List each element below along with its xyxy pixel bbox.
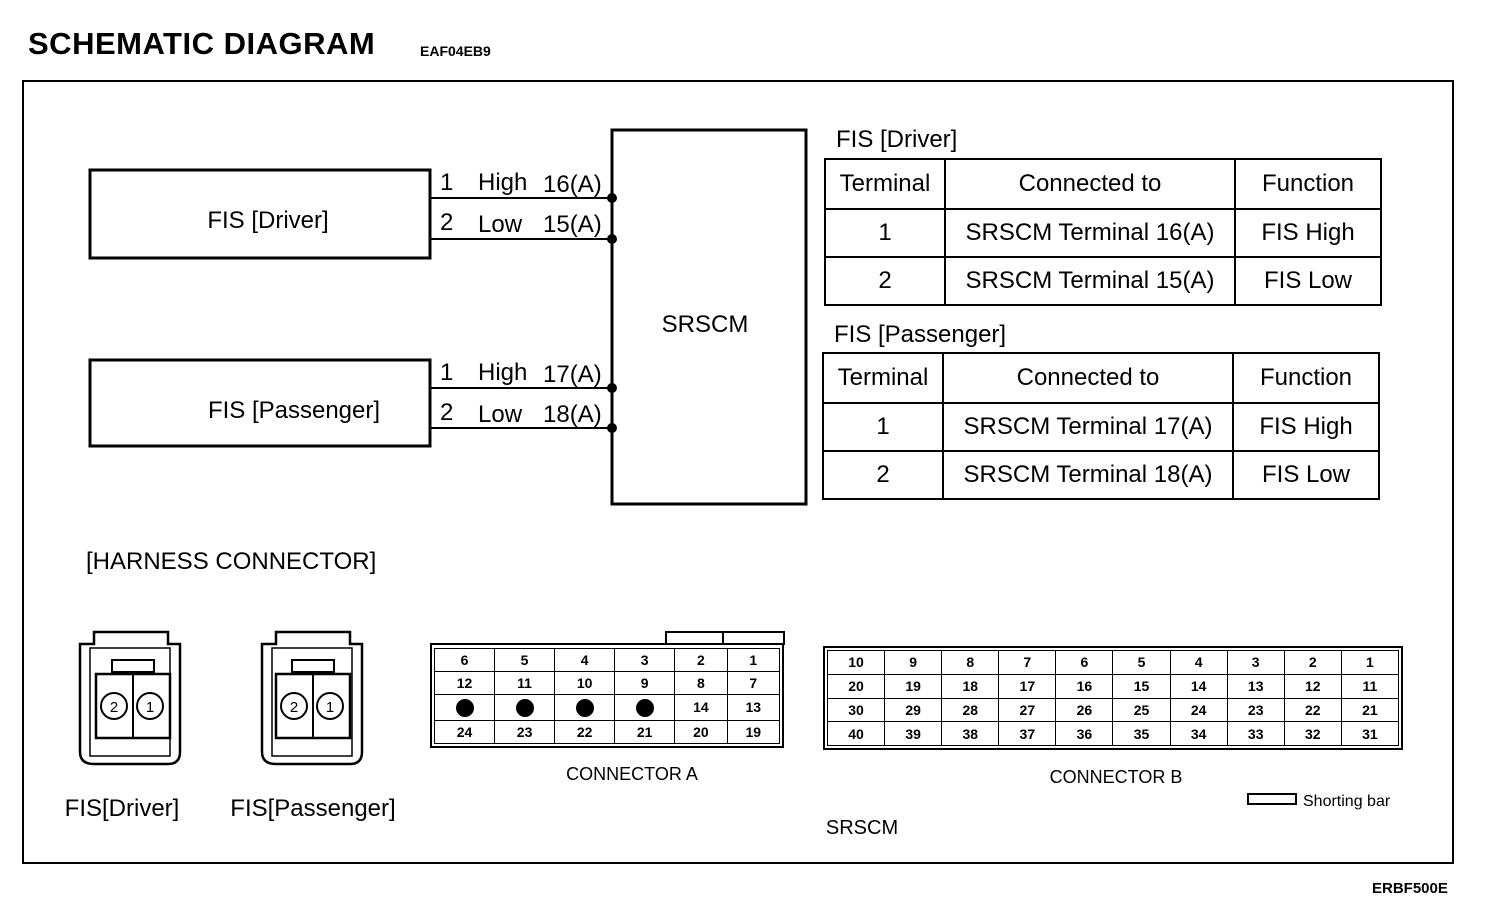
table-row	[825, 257, 1381, 305]
pin-row	[435, 694, 780, 720]
connector_b-pin: 1	[1341, 651, 1398, 675]
table-header: Function	[1235, 159, 1381, 209]
junction-dot	[607, 193, 617, 203]
connector_b-pin: 7	[999, 651, 1056, 675]
connector_a-pin: 10	[555, 671, 615, 694]
table-row	[825, 209, 1381, 257]
connector_a-pin: 22	[555, 721, 615, 744]
table-row	[823, 403, 1379, 451]
figure-code: ERBF500E	[1372, 880, 1448, 897]
document-code: EAF04EB9	[420, 43, 491, 59]
wire-signal: Low	[478, 211, 523, 238]
wire-terminal: 18(A)	[543, 401, 602, 428]
connector_a-pin: 4	[555, 649, 615, 672]
table-cell: 2	[825, 257, 945, 305]
connector_b-pin: 9	[885, 651, 942, 675]
connector_a-pin: 24	[435, 721, 495, 744]
fis-pin-label: 1	[145, 699, 155, 716]
fis-driver-box-label: FIS [Driver]	[207, 207, 329, 234]
connector-b-label: CONNECTOR B	[1049, 767, 1183, 787]
connector_b-pin: 36	[1056, 722, 1113, 746]
wire-signal: Low	[478, 401, 523, 428]
wire-pin: 2	[440, 209, 454, 236]
table-cell: SRSCM Terminal 16(A)	[945, 209, 1235, 257]
connector_b-pin: 30	[828, 698, 885, 722]
connector_a-pin	[495, 694, 555, 720]
pin-row	[828, 674, 1399, 698]
connector_a-pin: 8	[675, 671, 727, 694]
pin-row	[828, 722, 1399, 746]
connector-a-grid	[434, 648, 780, 744]
table-cell: 2	[823, 451, 943, 499]
table-cell: SRSCM Terminal 17(A)	[943, 403, 1233, 451]
connector_b-pin: 12	[1284, 674, 1341, 698]
connector_a-pin: 9	[615, 671, 675, 694]
table-header: Function	[1233, 353, 1379, 403]
connector_b-pin: 25	[1113, 698, 1170, 722]
table-cell: 1	[823, 403, 943, 451]
connector_b-pin: 8	[942, 651, 999, 675]
wire-signal: High	[478, 359, 528, 386]
table-row	[823, 451, 1379, 499]
pin-row	[828, 698, 1399, 722]
connector_b-pin: 22	[1284, 698, 1341, 722]
table-cell: FIS Low	[1233, 451, 1379, 499]
fis-pin-label: 2	[109, 699, 119, 716]
table-driver-title: FIS [Driver]	[836, 126, 958, 153]
pin-row	[435, 671, 780, 694]
connector_b-pin: 35	[1113, 722, 1170, 746]
table-cell: FIS High	[1233, 403, 1379, 451]
fis-passenger-connector	[262, 632, 362, 764]
wire-pin: 1	[440, 359, 454, 386]
connector_b-pin: 33	[1227, 722, 1284, 746]
table-cell: 1	[825, 209, 945, 257]
connector_b-pin: 11	[1341, 674, 1398, 698]
connector_b-pin: 26	[1056, 698, 1113, 722]
shorting-bar-icon	[1248, 794, 1296, 804]
wire-pin: 1	[440, 169, 454, 196]
connector_b-pin: 24	[1170, 698, 1227, 722]
table-header: Terminal	[823, 353, 943, 403]
connector_a-pin: 7	[727, 671, 779, 694]
fis-passenger-box-label: FIS [Passenger]	[207, 397, 381, 424]
page-title: SCHEMATIC DIAGRAM	[28, 26, 376, 61]
connector_b-pin: 6	[1056, 651, 1113, 675]
connector_b-pin: 28	[942, 698, 999, 722]
connector_b-pin: 27	[999, 698, 1056, 722]
connector_b-pin: 39	[885, 722, 942, 746]
connector_b-pin: 4	[1170, 651, 1227, 675]
connector_a-pin	[555, 694, 615, 720]
junction-dot	[607, 234, 617, 244]
wire-terminal: 15(A)	[543, 211, 602, 238]
junction-dot	[607, 423, 617, 433]
connector_a-pin	[615, 694, 675, 720]
srscm-connector-label: SRSCM	[825, 817, 899, 839]
connector_a-pin: 6	[435, 649, 495, 672]
connector_b-pin: 34	[1170, 722, 1227, 746]
connector_a-pin: 2	[675, 649, 727, 672]
connector-b-grid	[827, 650, 1399, 746]
connector_a-pin: 19	[727, 721, 779, 744]
pin-row	[435, 649, 780, 672]
unused-pin-dot-icon	[456, 699, 474, 717]
connector_b-pin: 21	[1341, 698, 1398, 722]
connector_b-pin: 15	[1113, 674, 1170, 698]
connector_b-pin: 20	[828, 674, 885, 698]
fis-passenger-connector-label: FIS[Passenger]	[230, 795, 396, 822]
connector_a-pin: 13	[727, 694, 779, 720]
connector-a-label: CONNECTOR A	[566, 764, 698, 784]
junction-dot	[607, 383, 617, 393]
connector_b-pin: 5	[1113, 651, 1170, 675]
table-passenger-title: FIS [Passenger]	[834, 321, 1007, 348]
connector_b-pin: 40	[828, 722, 885, 746]
connector_b-pin: 13	[1227, 674, 1284, 698]
connector_a-pin: 5	[495, 649, 555, 672]
unused-pin-dot-icon	[636, 699, 654, 717]
connector_b-pin: 32	[1284, 722, 1341, 746]
table-header: Terminal	[825, 159, 945, 209]
table-cell: FIS Low	[1235, 257, 1381, 305]
fis-pin-label: 2	[289, 699, 299, 716]
connector_b-pin: 14	[1170, 674, 1227, 698]
wire-terminal: 17(A)	[543, 361, 602, 388]
fis-driver-connector-label: FIS[Driver]	[64, 795, 180, 822]
connector_a-pin: 12	[435, 671, 495, 694]
fis-driver-table	[824, 158, 1382, 306]
wire-terminal: 16(A)	[543, 171, 602, 198]
table-header: Connected to	[943, 353, 1233, 403]
pin-row	[828, 651, 1399, 675]
connector_b-pin: 31	[1341, 722, 1398, 746]
wire-pin: 2	[440, 399, 454, 426]
table-cell: SRSCM Terminal 15(A)	[945, 257, 1235, 305]
wire-signal: High	[478, 169, 528, 196]
connector_a-pin: 20	[675, 721, 727, 744]
srscm-box-label: SRSCM	[661, 311, 749, 338]
fis-driver-connector	[80, 632, 180, 764]
connector_b-pin: 29	[885, 698, 942, 722]
pin-row	[435, 721, 780, 744]
connector_a-pin: 23	[495, 721, 555, 744]
fis-passenger-table	[822, 352, 1380, 500]
connector_b-pin: 19	[885, 674, 942, 698]
fis-pin-label: 1	[325, 699, 335, 716]
connector_b-pin: 37	[999, 722, 1056, 746]
connector_a-pin: 3	[615, 649, 675, 672]
harness-title: [HARNESS CONNECTOR]	[86, 548, 377, 575]
connector_a-pin: 11	[495, 671, 555, 694]
connector_b-pin: 17	[999, 674, 1056, 698]
connector_a-pin: 1	[727, 649, 779, 672]
connector_b-pin: 2	[1284, 651, 1341, 675]
connector_b-pin: 16	[1056, 674, 1113, 698]
connector_b-pin: 10	[828, 651, 885, 675]
connector_a-pin: 14	[675, 694, 727, 720]
table-header: Connected to	[945, 159, 1235, 209]
table-cell: FIS High	[1235, 209, 1381, 257]
unused-pin-dot-icon	[516, 699, 534, 717]
shorting-bar-legend: Shorting bar	[1303, 793, 1391, 810]
connector_a-pin: 21	[615, 721, 675, 744]
connector_b-pin: 23	[1227, 698, 1284, 722]
connector_b-pin: 38	[942, 722, 999, 746]
connector_b-pin: 18	[942, 674, 999, 698]
connector_b-pin: 3	[1227, 651, 1284, 675]
table-cell: SRSCM Terminal 18(A)	[943, 451, 1233, 499]
connector_a-pin	[435, 694, 495, 720]
unused-pin-dot-icon	[576, 699, 594, 717]
